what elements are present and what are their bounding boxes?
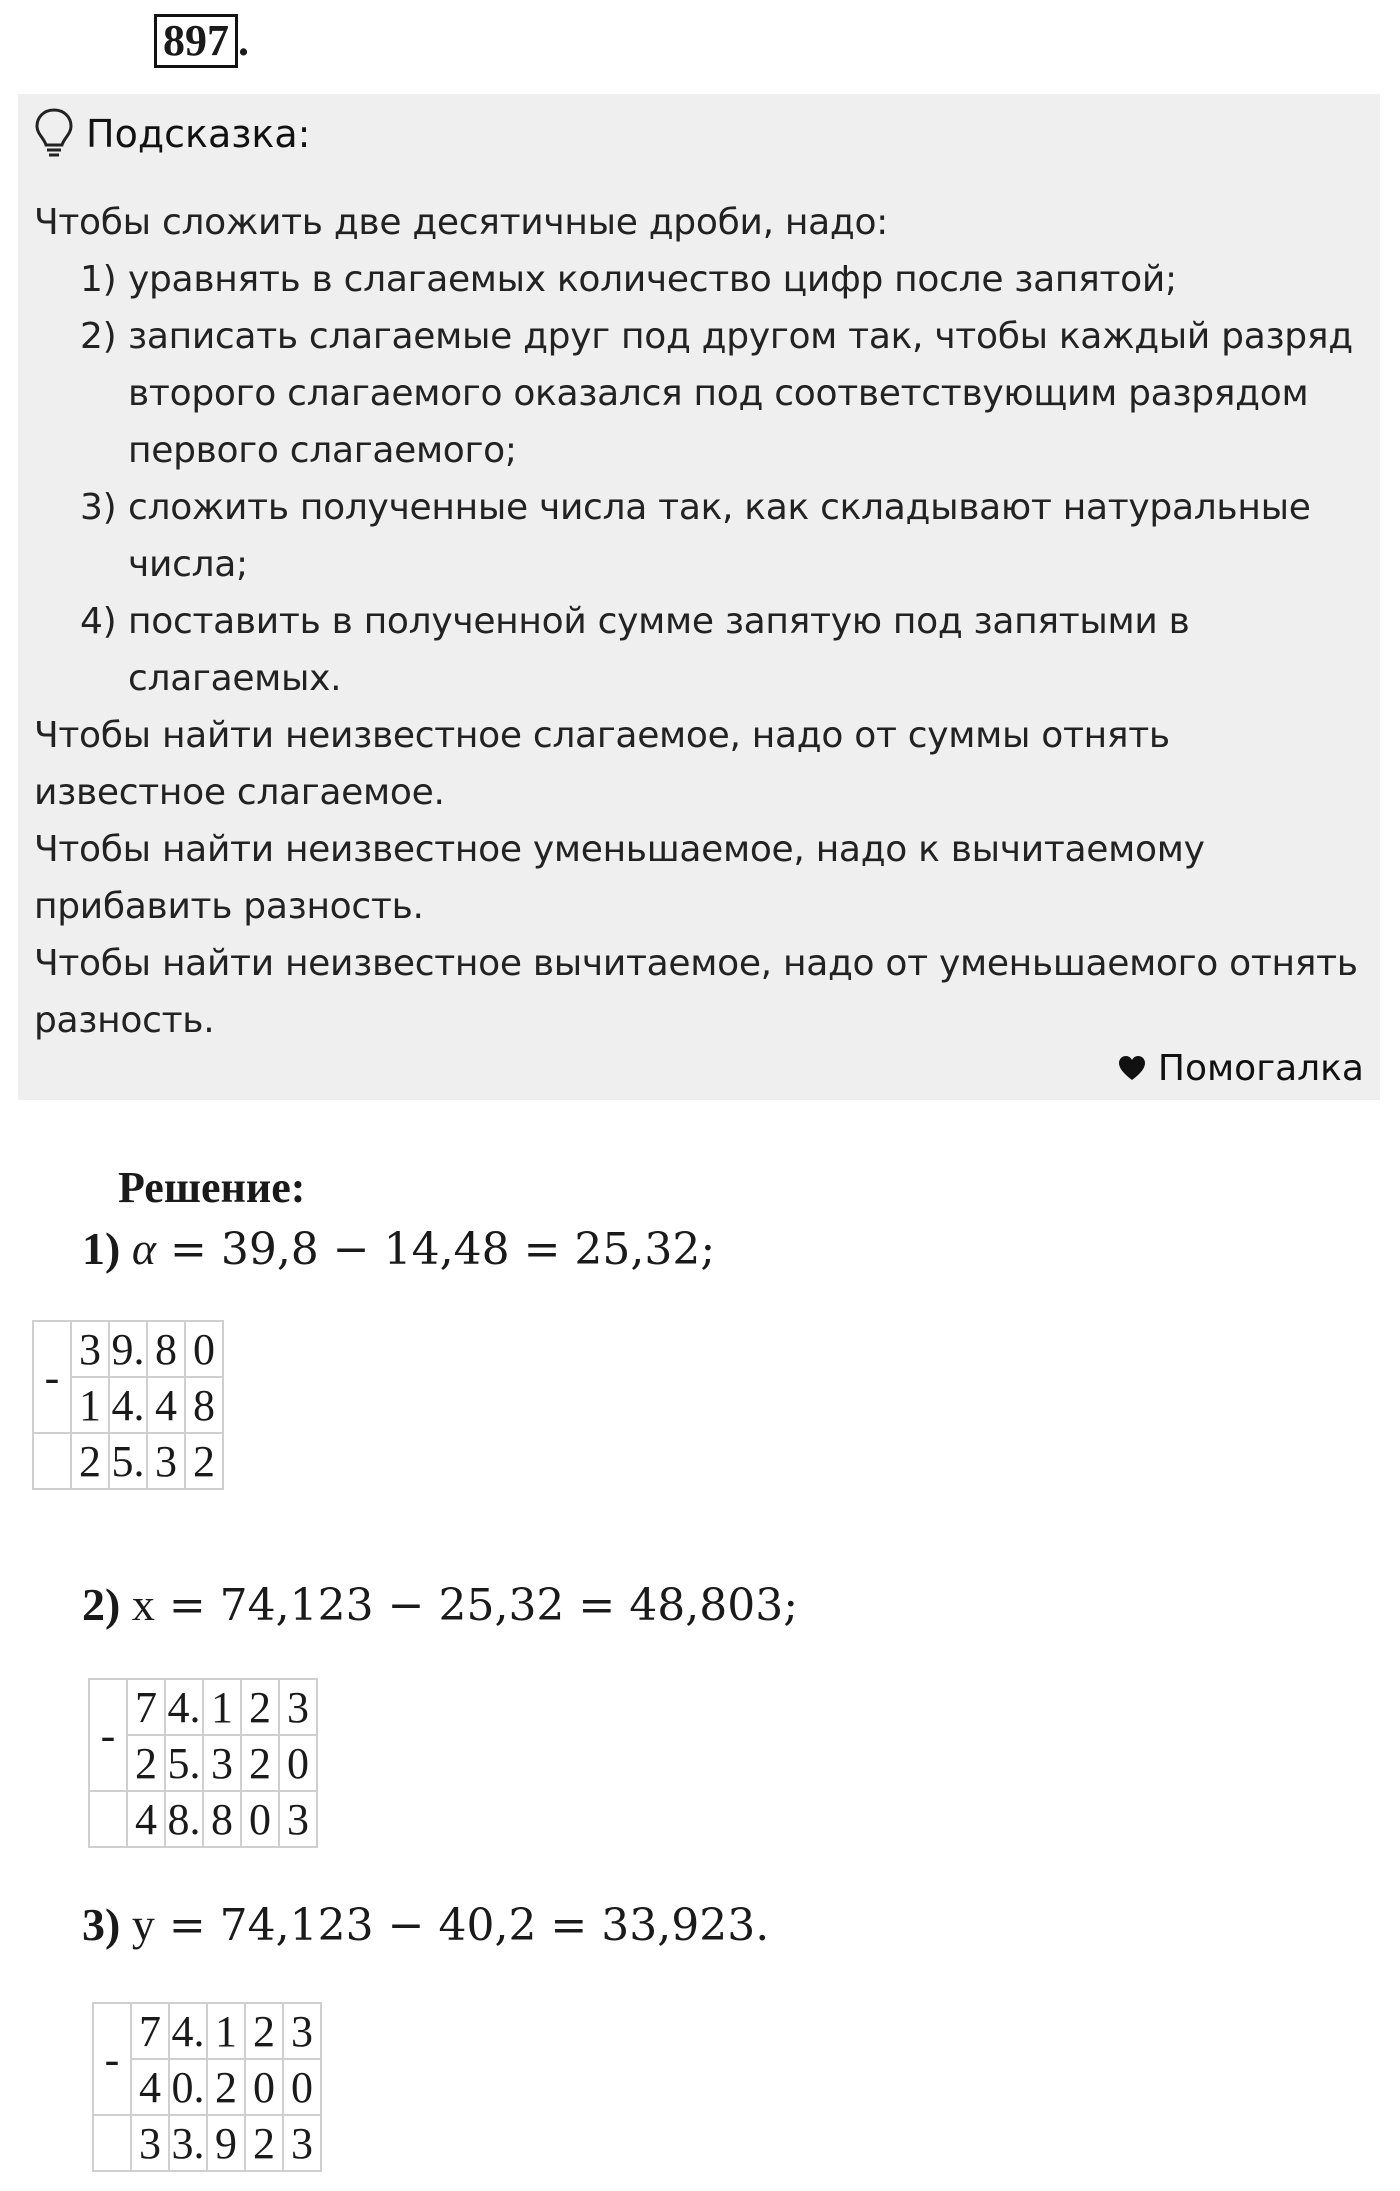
- hint-step-text: уравнять в слагаемых количество цифр после запятой;: [128, 259, 1177, 300]
- digit-cell: 8: [185, 1377, 223, 1433]
- step-variable: y: [131, 1899, 155, 1950]
- calc-result-row: [93, 2115, 321, 2171]
- digit-cell: 4.: [169, 2003, 207, 2059]
- digit-cell: 3: [131, 2115, 169, 2171]
- calc-row: [89, 1679, 317, 1735]
- step-expression: = 39,8 − 14,48 = 25,32;: [155, 1224, 716, 1275]
- digit-cell: 4: [127, 1791, 165, 1847]
- task-number-box: 897: [154, 14, 238, 68]
- minus-sign: -: [89, 1679, 127, 1791]
- digit-cell: 8: [203, 1791, 241, 1847]
- hint-header: [34, 104, 310, 164]
- minus-sign: -: [93, 2003, 131, 2115]
- digit-cell: 3.: [169, 2115, 207, 2171]
- hint-steps: [34, 251, 1364, 707]
- heart-icon: [1118, 1055, 1146, 1081]
- digit-cell: 2: [241, 1679, 279, 1735]
- digit-cell: 5.: [165, 1735, 203, 1791]
- solution-step-3: [82, 1898, 769, 1953]
- hint-step-text: поставить в полученной сумме запятую под запятыми в слагаемых.: [128, 601, 1190, 699]
- solution-step-2: [82, 1578, 798, 1633]
- digit-cell: 1: [207, 2003, 245, 2059]
- digit-cell: 3: [203, 1735, 241, 1791]
- step-label: 2): [82, 1579, 121, 1630]
- column-subtraction-1: [32, 1320, 224, 1490]
- digit-cell: 2: [245, 2003, 283, 2059]
- calc-result-row: [89, 1791, 317, 1847]
- digit-cell: 3: [71, 1321, 109, 1377]
- blank-cell: [89, 1791, 127, 1847]
- digit-cell: 7: [131, 2003, 169, 2059]
- hint-step: [34, 308, 1364, 479]
- digit-cell: 1: [71, 1377, 109, 1433]
- hint-body: [34, 194, 1364, 1049]
- step-expression: = 74,123 − 25,32 = 48,803;: [154, 1580, 799, 1631]
- calc-row: [33, 1321, 223, 1377]
- digit-cell: 4: [147, 1377, 185, 1433]
- digit-cell: 4.: [165, 1679, 203, 1735]
- step-expression: = 74,123 − 40,2 = 33,923.: [154, 1900, 770, 1951]
- step-variable: α: [131, 1223, 156, 1274]
- brand-label: Помогалка: [1157, 1047, 1364, 1089]
- hint-step: [34, 251, 1364, 308]
- digit-cell: 7: [127, 1679, 165, 1735]
- digit-cell: 1: [203, 1679, 241, 1735]
- task-number: [154, 14, 249, 68]
- digit-cell: 3: [279, 1679, 317, 1735]
- hint-step-number: 1): [80, 259, 117, 300]
- digit-cell: 2: [127, 1735, 165, 1791]
- column-subtraction-2: [88, 1678, 318, 1848]
- digit-cell: 9: [207, 2115, 245, 2171]
- digit-cell: 3: [283, 2003, 321, 2059]
- digit-cell: 2: [71, 1433, 109, 1489]
- column-subtraction-3: [92, 2002, 322, 2172]
- digit-cell: 4.: [109, 1377, 147, 1433]
- blank-cell: [33, 1433, 71, 1489]
- step-label: 3): [82, 1899, 121, 1950]
- solution-title: Решение:: [118, 1163, 306, 1212]
- task-number-dot: .: [238, 16, 249, 65]
- digit-cell: 5.: [109, 1433, 147, 1489]
- rule-unknown-minuend: Чтобы найти неизвестное уменьшаемое, надо к вычитаемому прибавить разность.: [34, 829, 1205, 927]
- brand-link[interactable]: [1118, 1038, 1364, 1098]
- digit-cell: 3: [279, 1791, 317, 1847]
- hint-step: [34, 479, 1364, 593]
- digit-cell: 3: [283, 2115, 321, 2171]
- hint-step-number: 4): [80, 601, 117, 642]
- hint-intro: Чтобы сложить две десятичные дроби, надо:: [34, 202, 889, 243]
- digit-cell: 2: [245, 2115, 283, 2171]
- minus-sign: -: [33, 1321, 71, 1433]
- rule-unknown-subtrahend: Чтобы найти неизвестное вычитаемое, надо от уменьшаемого отнять разность.: [34, 943, 1358, 1041]
- digit-cell: 4: [131, 2059, 169, 2115]
- hint-step-number: 2): [80, 316, 117, 357]
- digit-cell: 0: [279, 1735, 317, 1791]
- digit-cell: 8.: [165, 1791, 203, 1847]
- digit-cell: 0: [245, 2059, 283, 2115]
- digit-cell: 8: [147, 1321, 185, 1377]
- digit-cell: 0: [185, 1321, 223, 1377]
- digit-cell: 3: [147, 1433, 185, 1489]
- hint-step-text: сложить полученные числа так, как складывают натуральные числа;: [128, 487, 1311, 585]
- step-variable: x: [131, 1579, 155, 1630]
- blank-cell: [93, 2115, 131, 2171]
- digit-cell: 9.: [109, 1321, 147, 1377]
- calc-result-row: [33, 1433, 223, 1489]
- step-label: 1): [82, 1223, 121, 1274]
- solution-step-1: [82, 1222, 715, 1277]
- hint-step-text: записать слагаемые друг под другом так, чтобы каждый разряд второго слагаемого оказался под соответствующим разрядом первого слагаемого;: [128, 316, 1353, 471]
- hint-step: [34, 593, 1364, 707]
- lightbulb-icon: [34, 107, 74, 161]
- digit-cell: 0: [241, 1791, 279, 1847]
- rule-unknown-addend: Чтобы найти неизвестное слагаемое, надо от суммы отнять известное слагаемое.: [34, 715, 1170, 813]
- calc-row: [93, 2003, 321, 2059]
- hint-step-number: 3): [80, 487, 117, 528]
- digit-cell: 0.: [169, 2059, 207, 2115]
- digit-cell: 2: [185, 1433, 223, 1489]
- digit-cell: 2: [207, 2059, 245, 2115]
- digit-cell: 2: [241, 1735, 279, 1791]
- digit-cell: 0: [283, 2059, 321, 2115]
- hint-title: Подсказка:: [86, 112, 311, 156]
- hint-box: [18, 94, 1380, 1100]
